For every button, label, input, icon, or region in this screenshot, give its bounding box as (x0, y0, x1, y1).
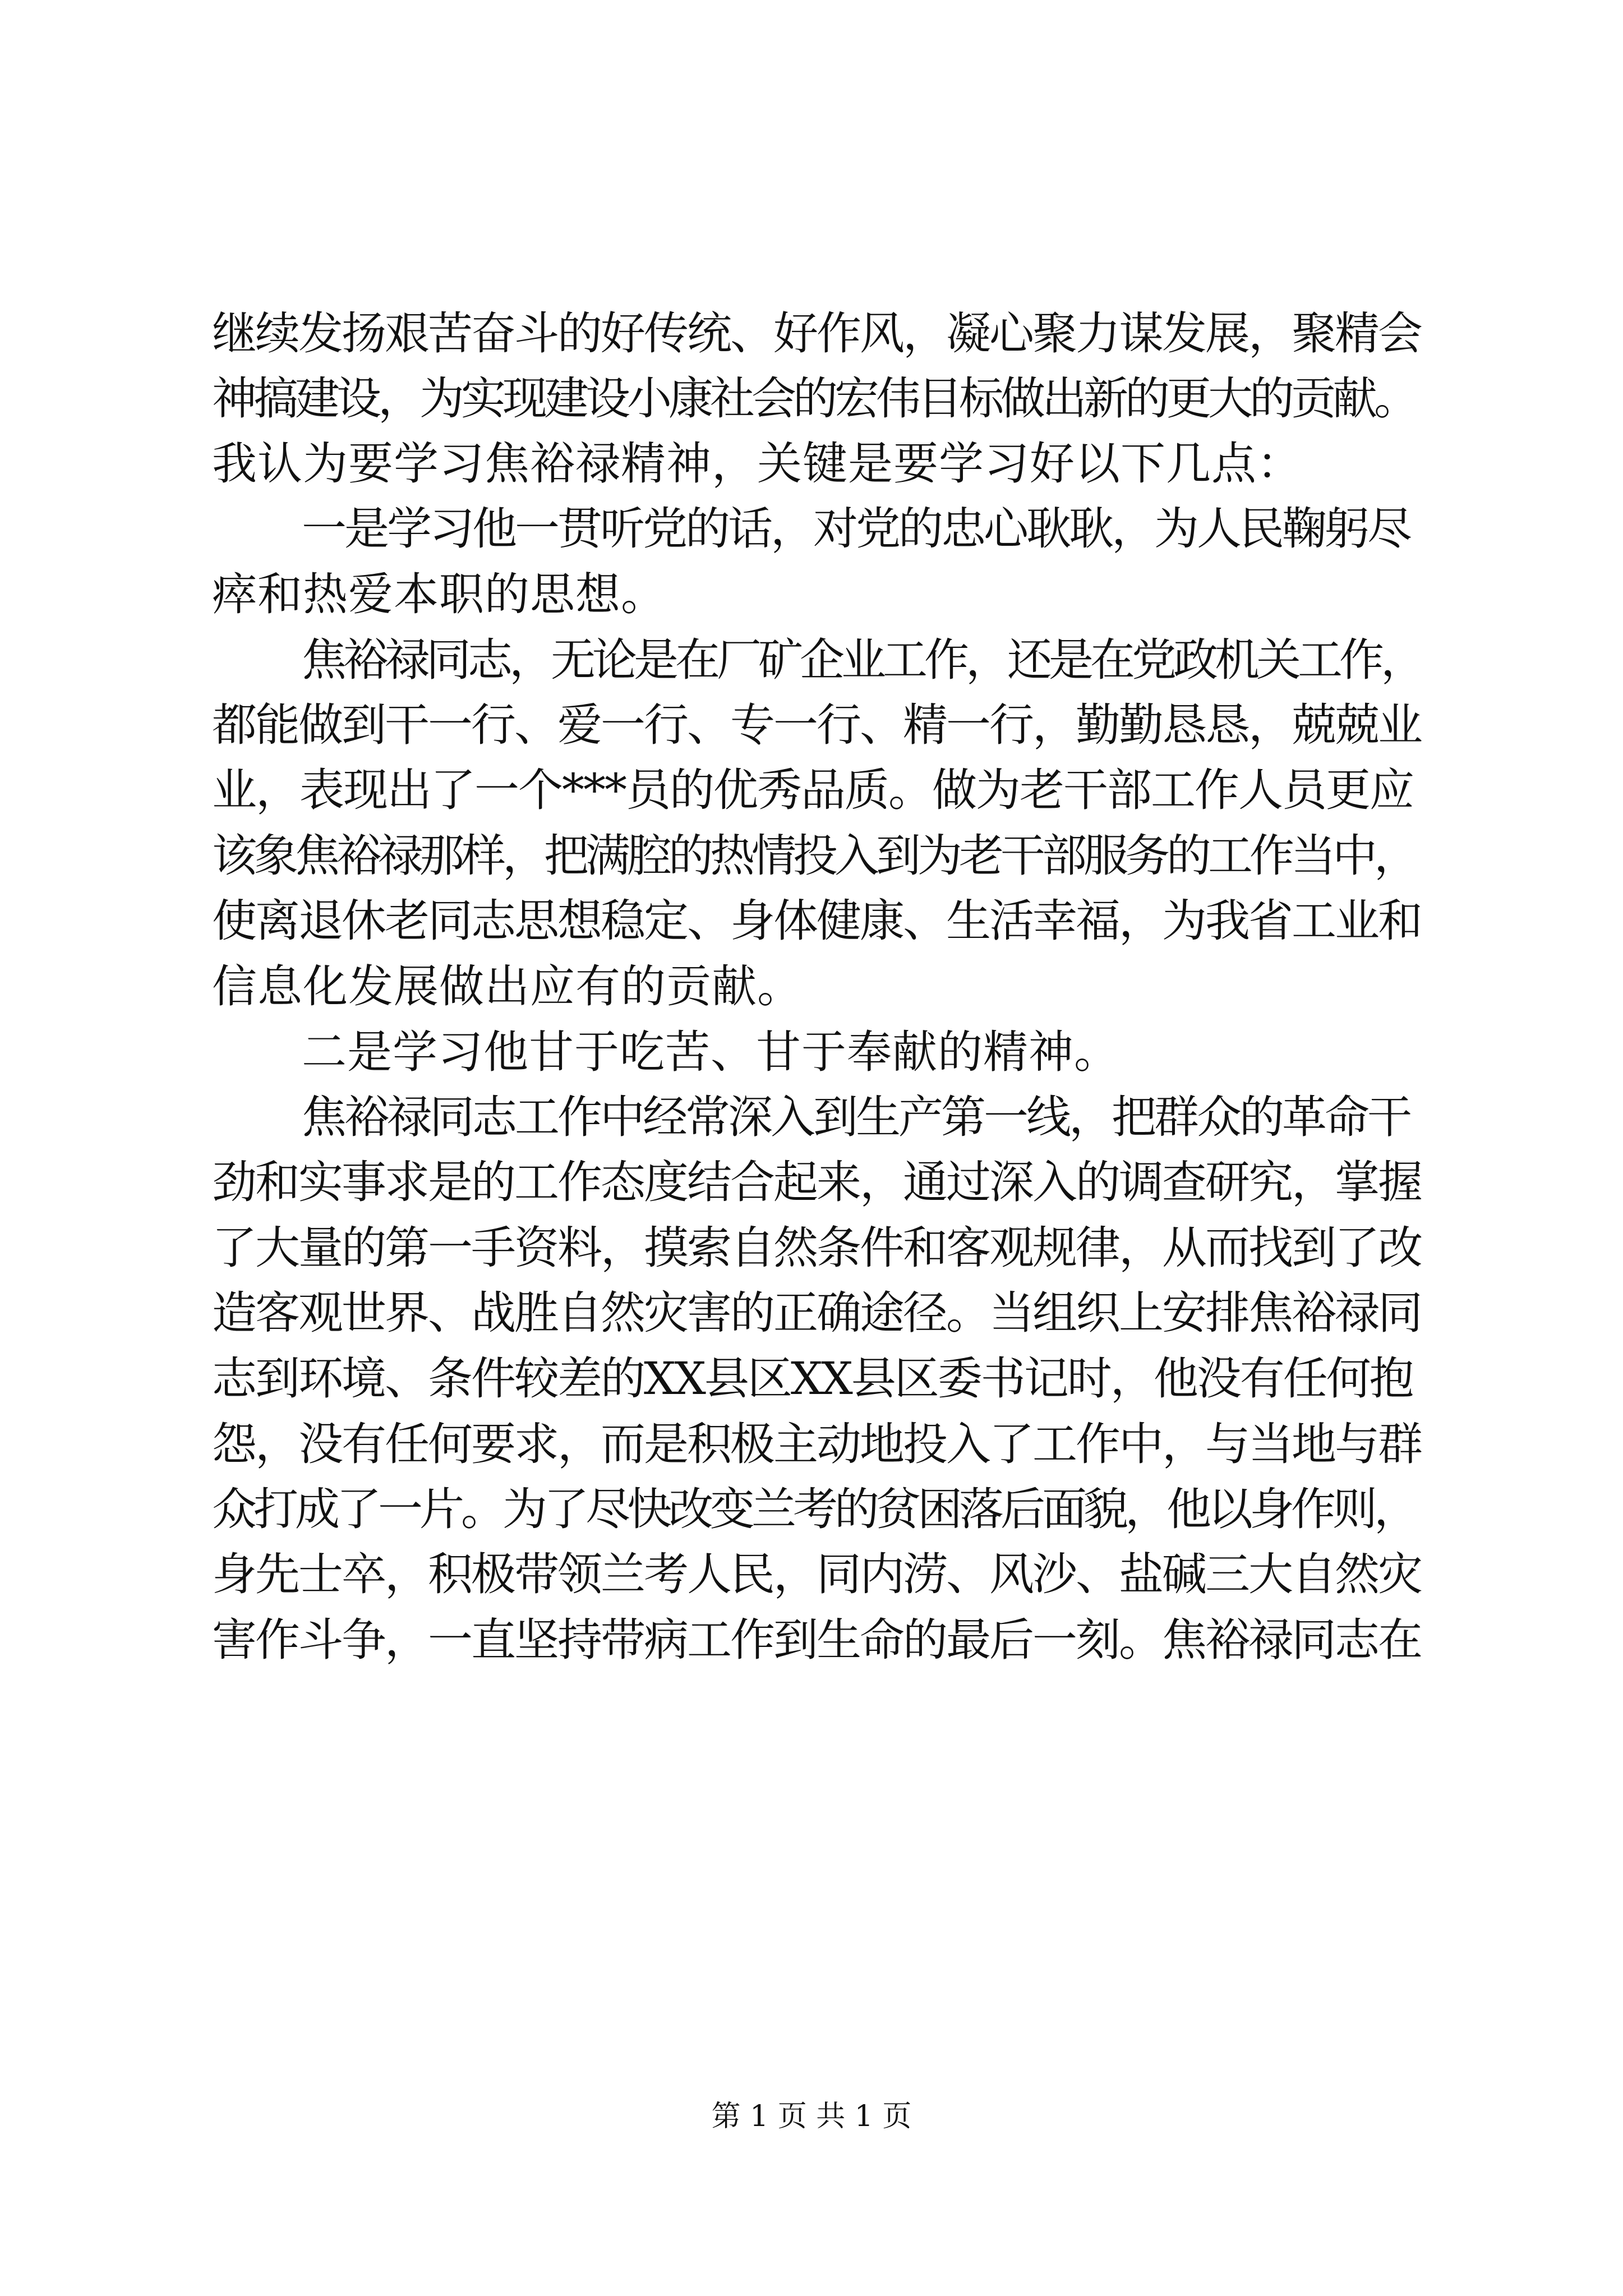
text-line-20: 身先士卒，积极带领兰考人民，同内涝、风沙、盐碱三大自然灾 (212, 1548, 1421, 1600)
text-line-14: 劲和实事求是的工作态度结合起来，通过深入的调查研究，掌握 (212, 1156, 1421, 1208)
text-line-16: 造客观世界、战胜自然灾害的正确途径。当组织上安排焦裕禄同 (212, 1287, 1421, 1339)
text-line-1: 继续发扬艰苦奋斗的好传统、好作风，凝心聚力谋发展，聚精会 (212, 307, 1421, 360)
text-line-9: 该象焦裕禄那样，把满腔的热情投入到为老干部服务的工作当中， (212, 830, 1415, 882)
text-line-13: 焦裕禄同志工作中经常深入到生产第一线，把群众的革命干 (302, 1091, 1410, 1143)
text-line-17: 志到环境、条件较差的XX县区XX县区委书记时，他没有任何抱 (212, 1352, 1413, 1405)
text-line-5: 瘁和热爱本职的思想。 (212, 568, 666, 620)
text-line-15: 了大量的第一手资料，摸索自然条件和客观规律，从而找到了改 (212, 1222, 1421, 1274)
text-line-6: 焦裕禄同志，无论是在厂矿企业工作，还是在党政机关工作， (302, 634, 1422, 686)
text-line-19: 众打成了一片。为了尽快改变兰考的贫困落后面貌，他以身作则， (212, 1483, 1415, 1535)
text-line-12: 二是学习他甘于吃苦、甘于奉献的精神。 (302, 1026, 1119, 1078)
text-line-4: 一是学习他一贯听党的话，对党的忠心耿耿，为人民鞠躬尽 (302, 503, 1410, 555)
text-line-18: 怨，没有任何要求，而是积极主动地投入了工作中，与当地与群 (212, 1418, 1421, 1470)
text-line-2: 神搞建设，为实现建设小康社会的宏伟目标做出新的更大的贡献。 (212, 372, 1415, 425)
text-line-7: 都能做到干一行、爱一行、专一行、精一行，勤勤恳恳，兢兢业 (212, 699, 1421, 751)
page-number-footer: 第 1 页 共 1 页 (711, 2100, 912, 2133)
text-line-11: 信息化发展做出应有的贡献。 (212, 960, 803, 1013)
text-line-10: 使离退休老同志思想稳定、身体健康、生活幸福，为我省工业和 (212, 895, 1421, 947)
text-line-3: 我认为要学习焦裕禄精神，关键是要学习好以下几点： (212, 438, 1302, 490)
text-line-21: 害作斗争，一直坚持带病工作到生命的最后一刻。焦裕禄同志在 (212, 1614, 1421, 1666)
text-line-8: 业，表现出了一个***员的优秀品质。做为老干部工作人员更应 (212, 764, 1413, 816)
